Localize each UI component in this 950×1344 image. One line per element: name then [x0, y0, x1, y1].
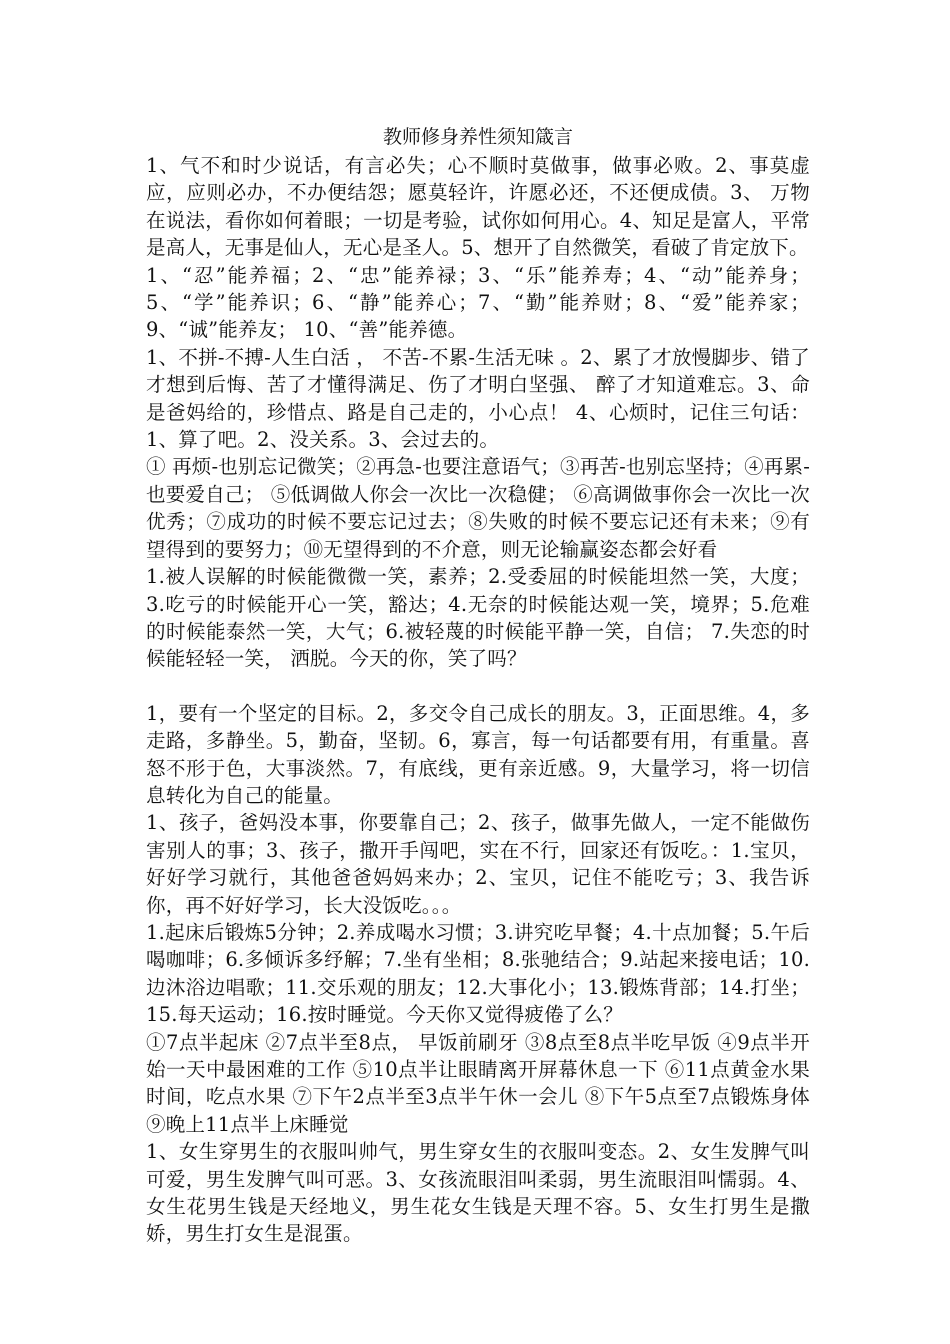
paragraph-ten-reminders: ① 再烦-也别忘记微笑；②再急-也要注意语气；③再苦-也别忘坚持；④再累-也要爱自己； ⑤低调做人你会一次比一次稳健； ⑥高调做事你会一次比一次优秀；⑦成功的时候不要忘记过去；⑧失败的时候不要忘记还有未来；⑨有望得到的要努力；⑩无望得到的不介意，则无论输赢姿态都会好看 — [146, 455, 810, 561]
paragraph-life-struggle: 1、不拼-不搏-人生白活 ， 不苦-不累-生活无味 。2、累了才放慢脚步、错了才想到后悔、苦了才懂得满足、伤了才明白坚强、 醉了才知道难忘。3、命是爸妈给的，珍惜点、路是自己走的，小心点！ 4、心烦时，记住三句话：1、算了吧。2、没关系。3、会过去的。 — [146, 345, 810, 452]
paragraph-health-habits: 1.起床后锻炼5分钟；2.养成喝水习惯；3.讲究吃早餐；4.十点加餐；5.午后喝咖啡；6.多倾诉多纾解；7.坐有坐相；8.张驰结合；9.站起来接电话；10.边沐浴边唱歌；11.交乐观的朋友；12.大事化小；13.锻炼背部；14.打坐；15.每天运动；16.按时睡觉。今天你又觉得疲倦了么？ — [146, 920, 810, 1027]
blank-line — [146, 673, 810, 700]
paragraph-self-growth: 1，要有一个坚定的目标。2，多交令自己成长的朋友。3，正面思维。4，多走路，多静坐。5，勤奋，坚韧。6，寡言，每一句话都要有用，有重量。喜怒不形于色，大事淡然。7，有底线，更有亲近感。9，大量学习，将一切信息转化为自己的能量。 — [146, 701, 810, 807]
document-page — [146, 122, 810, 1248]
paragraph-double-standards: 1、女生穿男生的衣服叫帅气，男生穿女生的衣服叫变态。2、女生发脾气叫可爱，男生发脾气叫可恶。3、女孩流眼泪叫柔弱，男生流眼泪叫懦弱。4、女生花男生钱是天经地义，男生花女生钱是天理不容。5、女生打男生是撒娇，男生打女生是混蛋。 — [146, 1140, 810, 1246]
paragraph-parenting: 1、孩子，爸妈没本事，你要靠自己；2、孩子，做事先做人，一定不能做伤害别人的事；3、孩子，撒开手闯吧，实在不行，回家还有饭吃。：1.宝贝，好好学习就行，其他爸爸妈妈来办；2、宝贝，记住不能吃亏；3、我告诉你，再不好好学习，长大没饭吃。。。 — [146, 811, 810, 917]
paragraph-mottos: 1、气不和时少说话，有言必失；心不顺时莫做事，做事必败。2、事莫虚应，应则必办，不办便结怨；愿莫轻许，许愿必还，不还便成债。3、 万物在说法，看你如何着眼；一切是考验，试你如何用心。4、知足是富人，平常是高人，无事是仙人，无心是圣人。5、想开了自然微笑，看破了肯定放下。 — [146, 154, 810, 260]
paragraph-ten-cultivations: 1、“忍”能养福；2、“忠”能养禄；3、“乐”能养寿；4、“动”能养身；5、“学”能养识；6、“静”能养心；7、“勤”能养财；8、“爱”能养家； 9、“诚”能养友； 10、“善”能养德。 — [146, 263, 810, 342]
paragraph-seven-smiles: 1.被人误解的时候能微微一笑，素养；2.受委屈的时候能坦然一笑，大度；3.吃亏的时候能开心一笑，豁达；4.无奈的时候能达观一笑，境界；5.危难的时候能泰然一笑，大气；6.被轻蔑的时候能平静一笑，自信； 7.失恋的时候能轻轻一笑， 洒脱。今天的你，笑了吗？ — [146, 565, 810, 671]
paragraph-daily-schedule: ①7点半起床 ②7点半至8点， 早饭前刷牙 ③8点至8点半吃早饭 ④9点半开始一天中最困难的工作 ⑤10点半让眼睛离开屏幕休息一下 ⑥11点黄金水果时间，吃点水果 ⑦下午2点半至3点半午休一会儿 ⑧下午5点至7点锻炼身体 ⑨晚上11点半上床睡觉 — [146, 1030, 810, 1136]
document-title: 教师修身养性须知箴言 — [382, 126, 573, 148]
